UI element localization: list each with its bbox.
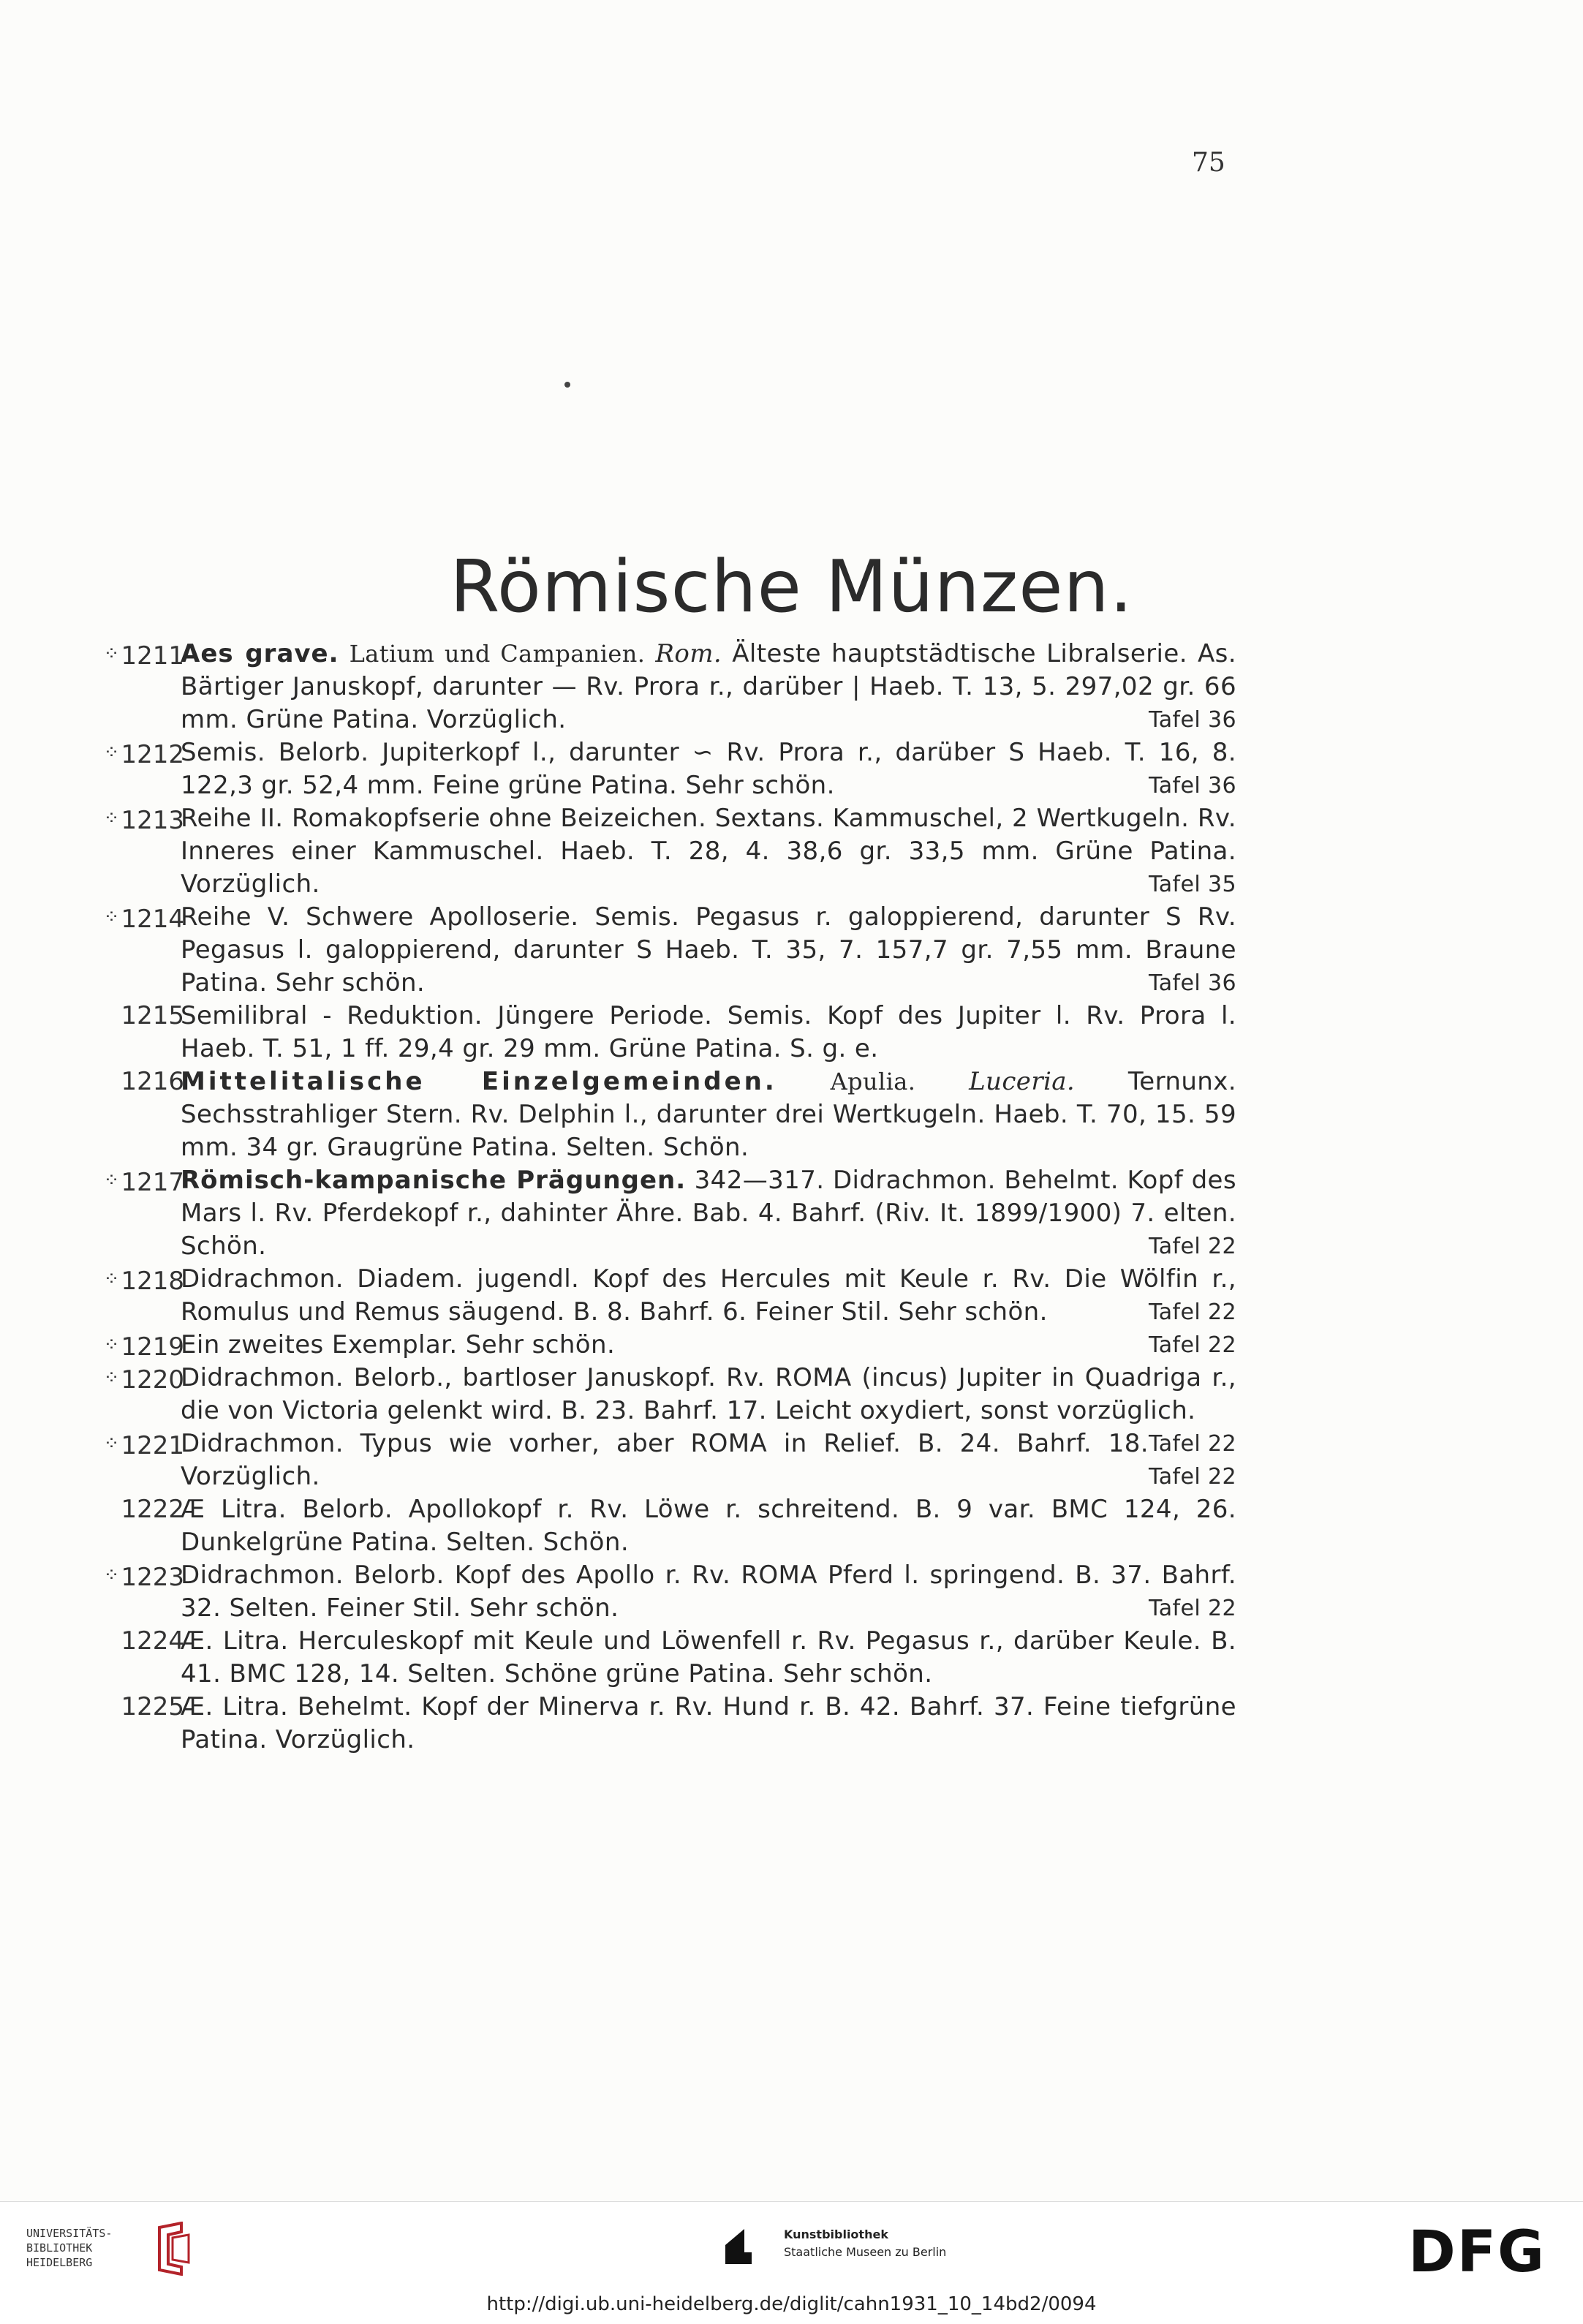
dfg-logo[interactable]: DFG: [1408, 2219, 1546, 2285]
entry-heading-bold: Römisch-kampanische Prägungen.: [181, 1166, 687, 1195]
lot-number: [53, 1263, 184, 1298]
entry-text-segment: Didrachmon. Belorb., bartloser Januskopf. Rv. ROMA (incus) Jupiter in Quadriga r., die von Victoria gelenkt wird. B. 23. Bahrf. 17. Leicht oxydiert, sonst vorzüglich.: [181, 1363, 1236, 1425]
catalogue-entry: [0, 638, 1583, 736]
plate-reference: Tafel 35: [1148, 872, 1236, 897]
catalogue-entry: [0, 1263, 1583, 1329]
entry-text-segment: [645, 639, 655, 668]
plate-marker-icon: ⁘: [103, 643, 120, 665]
lot-number-text: 1219: [121, 1332, 184, 1362]
catalogue-entry: [0, 1691, 1583, 1757]
entry-text-segment: Didrachmon. Typus wie vorher, aber ROMA in Relief. B. 24. Bahrf. 18. Vorzüglich.: [181, 1429, 1149, 1491]
entry-text-segment: Didrachmon. Belorb. Kopf des Apollo r. Rv. ROMA Pferd l. springend. B. 37. Bahrf. 32. Selten. Feiner Stil. Sehr schön.: [181, 1561, 1236, 1623]
page-title: Römische Münzen.: [450, 545, 1133, 629]
entry-description: [181, 1493, 1236, 1559]
catalogue-entry: [0, 1427, 1583, 1493]
entry-description: [181, 1164, 1236, 1263]
ub-heidelberg-logo-icon[interactable]: [149, 2222, 193, 2276]
catalogue-entry: [0, 901, 1583, 1000]
entry-text-segment: [777, 1067, 831, 1096]
entry-description: [181, 901, 1236, 1000]
plate-reference: Tafel 36: [1148, 773, 1236, 799]
entry-text-segment: Æ. Litra. Herculeskopf mit Keule und Löwenfell r. Rv. Pegasus r., darüber Keule. B. 41. BMC 128, 14. Selten. Schöne grüne Patina. Sehr schön.: [181, 1626, 1236, 1689]
plate-reference: Tafel 22: [1148, 1234, 1236, 1259]
lot-number: [53, 1362, 184, 1397]
page-mark-dot: [564, 382, 570, 388]
entry-description: [181, 802, 1236, 901]
library-line: UNIVERSITÄTS-: [26, 2227, 113, 2240]
entry-heading-bold: Aes grave.: [181, 639, 339, 668]
plate-marker-icon: ⁘: [103, 1169, 120, 1191]
entry-text-segment: Æ. Litra. Behelmt. Kopf der Minerva r. Rv. Hund r. B. 42. Bahrf. 37. Feine tiefgrüne Patina. Vorzüglich.: [181, 1692, 1236, 1754]
lot-number: [53, 1164, 184, 1199]
plate-reference: Tafel 36: [1148, 970, 1236, 996]
catalogue-entry: [0, 1065, 1583, 1164]
page-number: 75: [1192, 148, 1225, 178]
entry-text-segment: [339, 639, 350, 668]
lot-number-text: 1215: [121, 1001, 184, 1030]
plate-reference: Tafel 22: [1148, 1464, 1236, 1490]
entry-region: Latium und Campanien.: [349, 640, 646, 668]
entry-description: [181, 1000, 1236, 1065]
plate-marker-icon: ⁘: [103, 1268, 120, 1290]
entry-text-segment: Semis. Belorb. Jupiterkopf l., darunter ∽ Rv. Prora r., darüber S Haeb. T. 16, 8. 122,3 gr. 52,4 mm. Feine grüne Patina. Sehr schön.: [181, 738, 1236, 800]
catalogue-entries: [0, 638, 1583, 1757]
catalogue-entry: [0, 1000, 1583, 1065]
lot-number: [53, 1000, 184, 1033]
lot-number: [53, 1493, 184, 1526]
plate-marker-icon: ⁘: [103, 1433, 120, 1455]
plate-marker-icon: ⁘: [103, 906, 120, 928]
plate-marker-icon: ⁘: [103, 1564, 120, 1586]
lot-number-text: 1212: [121, 740, 184, 769]
entry-city: Luceria.: [969, 1067, 1076, 1096]
library-line: HEIDELBERG: [26, 2256, 93, 2269]
kunstbibliothek-subtitle: Staatliche Museen zu Berlin: [784, 2245, 947, 2259]
lot-number-text: 1211: [121, 641, 184, 671]
plate-marker-icon: ⁘: [103, 1334, 120, 1356]
entry-text-segment: Æ Litra. Belorb. Apollokopf r. Rv. Löwe r. schreitend. B. 9 var. BMC 124, 26. Dunkelgrüne Patina. Selten. Schön.: [181, 1495, 1236, 1557]
library-line: BIBLIOTHEK: [26, 2241, 93, 2255]
lot-number: [53, 1625, 184, 1658]
entry-description: [181, 1691, 1236, 1757]
lot-number-text: 1224: [121, 1626, 184, 1656]
entry-text-segment: Didrachmon. Diadem. jugendl. Kopf des Hercules mit Keule r. Rv. Die Wölfin r., Romulus und Remus säugend. B. 8. Bahrf. 6. Feiner Stil. Sehr schön.: [181, 1264, 1236, 1327]
catalogue-entry: [0, 736, 1583, 802]
plate-marker-icon: ⁘: [103, 807, 120, 829]
lot-number-text: 1221: [121, 1431, 184, 1460]
lot-number-text: 1220: [121, 1365, 184, 1395]
lot-number: [53, 1065, 184, 1098]
entry-text-segment: Reihe II. Romakopfserie ohne Beizeichen. Sextans. Kammuschel, 2 Wertkugeln. Rv. Inneres einer Kammuschel. Haeb. T. 28, 4. 38,6 gr. 33,5 mm. Grüne Patina. Vorzüglich.: [181, 804, 1236, 899]
kunstbibliothek-logo-icon[interactable]: [722, 2223, 755, 2267]
lot-number: [53, 638, 184, 673]
catalogue-entry: [0, 1625, 1583, 1691]
plate-reference: Tafel 22: [1148, 1596, 1236, 1621]
entry-heading-spaced: Mittelitalische Einzelgemeinden.: [181, 1067, 777, 1096]
entry-text-segment: 342—317. Didrachmon. Behelmt. Kopf des Mars l. Rv. Pferdekopf r., dahinter Ähre. Bab. 4. Bahrf. (Riv. It. 1899/1900) 7. elten. Schön.: [181, 1166, 1236, 1261]
lot-number: [53, 802, 184, 837]
entry-description: [181, 1263, 1236, 1329]
entry-description: [181, 736, 1236, 802]
entry-description: [181, 638, 1236, 736]
catalogue-entry: [0, 1164, 1583, 1263]
lot-number: [53, 1427, 184, 1463]
plate-reference: Tafel 22: [1148, 1431, 1236, 1457]
entry-description: [181, 1362, 1236, 1457]
catalogue-entry: [0, 1493, 1583, 1559]
entry-text-segment: Reihe V. Schwere Apolloserie. Semis. Pegasus r. galoppierend, darunter S Rv. Pegasus l. galoppierend, darunter S Haeb. T. 35, 7. 157,7 gr. 7,55 mm. Braune Patina. Sehr schön.: [181, 902, 1236, 997]
lot-number: [53, 1329, 184, 1364]
lot-number-text: 1222: [121, 1495, 184, 1524]
entry-text-segment: Semilibral - Reduktion. Jüngere Periode. Semis. Kopf des Jupiter l. Rv. Prora l. Haeb. T. 51, 1 ff. 29,4 gr. 29 mm. Grüne Patina. S. g. e.: [181, 1001, 1236, 1063]
catalogue-entry: [0, 1329, 1583, 1362]
lot-number-text: 1223: [121, 1563, 184, 1592]
plate-reference: Tafel 22: [1148, 1299, 1236, 1325]
lot-number-text: 1213: [121, 806, 184, 835]
catalogue-entry: [0, 1559, 1583, 1625]
kunstbibliothek-logo-text[interactable]: [784, 2226, 1076, 2261]
lot-number-text: 1225: [121, 1692, 184, 1721]
catalogue-entry: [0, 802, 1583, 901]
page-url[interactable]: http://digi.ub.uni-heidelberg.de/diglit/cahn1931_10_14bd2/0094: [486, 2293, 1097, 2315]
entry-description: [181, 1427, 1236, 1493]
entry-description: [181, 1559, 1236, 1625]
entry-city: Rom.: [655, 639, 722, 668]
lot-number: [53, 901, 184, 936]
entry-text-segment: [915, 1067, 969, 1096]
entry-text-segment: Ternunx. Sechsstrahliger Stern. Rv. Delphin l., darunter drei Wertkugeln. Haeb. T. 70, 15. 59 mm. 34 gr. Graugrüne Patina. Selten. Schön.: [181, 1067, 1236, 1162]
lot-number: [53, 736, 184, 771]
lot-number: [53, 1559, 184, 1594]
kunstbibliothek-name: Kunstbibliothek: [784, 2227, 888, 2241]
lot-number: [53, 1691, 184, 1724]
entry-description: [181, 1625, 1236, 1691]
lot-number-text: 1214: [121, 905, 184, 934]
entry-text-segment: Ein zweites Exemplar. Sehr schön.: [181, 1330, 616, 1359]
entry-description: [181, 1329, 1236, 1362]
ub-heidelberg-logo-text[interactable]: [26, 2226, 151, 2270]
entry-region: Apulia.: [830, 1068, 916, 1095]
plate-marker-icon: ⁘: [103, 1367, 120, 1389]
lot-number-text: 1218: [121, 1267, 184, 1296]
entry-text-segment: Älteste hauptstädtische Libralserie. As. Bärtiger Januskopf, darunter — Rv. Prora r., darüber | Haeb. T. 13, 5. 297,02 gr. 66 mm. Grüne Patina. Vorzüglich.: [181, 639, 1236, 734]
plate-marker-icon: ⁘: [103, 742, 120, 763]
lot-number-text: 1217: [121, 1168, 184, 1197]
entry-description: [181, 1065, 1236, 1164]
plate-reference: Tafel 22: [1148, 1332, 1236, 1358]
plate-reference: Tafel 36: [1148, 707, 1236, 733]
lot-number-text: 1216: [121, 1067, 184, 1096]
